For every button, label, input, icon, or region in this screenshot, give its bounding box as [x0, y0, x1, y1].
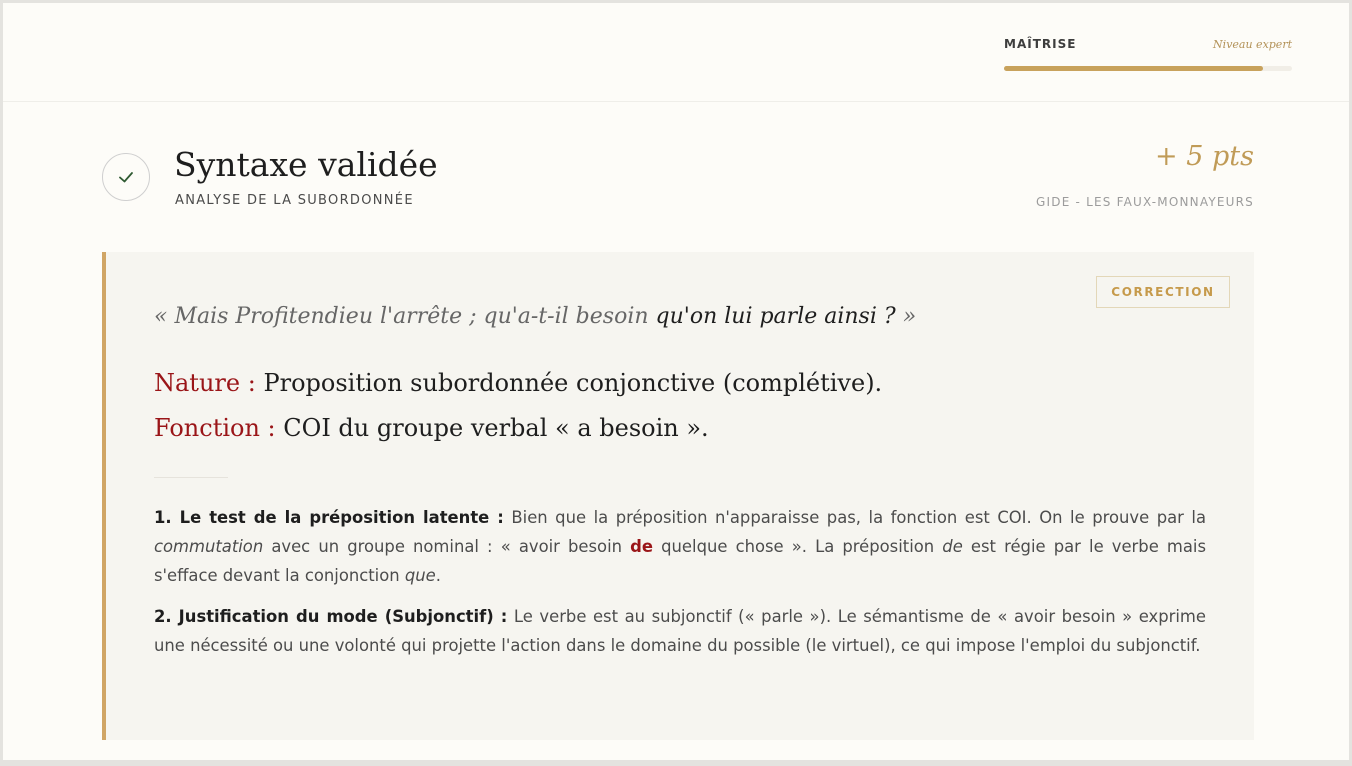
point-2-title: 2. Justification du mode (Subjonctif) :: [154, 607, 508, 626]
point-1-text-end: .: [435, 566, 441, 585]
fonction-text: COI du groupe verbal « a besoin ».: [283, 414, 709, 442]
explanation-point-2: [154, 602, 1206, 660]
success-badge: [102, 153, 150, 201]
result-title: Syntaxe validée: [174, 145, 438, 184]
quote-prefix: « Mais Profitendieu l'arrête ; qu'a-t-il besoin: [154, 304, 649, 329]
point-1-text-a: Bien que la préposition n'apparaisse pas, la fonction est COI. On le prouve par la: [511, 508, 1206, 527]
mastery-progress-bar: [1004, 66, 1292, 71]
explanation-point-1: [154, 503, 1206, 590]
point-1-title: 1. Le test de la préposition latente :: [154, 508, 504, 527]
mastery-level: Niveau expert: [1213, 38, 1292, 51]
nature-text: Proposition subordonnée conjonctive (complétive).: [263, 369, 883, 397]
nature-line: [154, 369, 882, 397]
point-1-conjunction: que: [404, 566, 436, 585]
top-bar: [3, 3, 1349, 102]
fonction-line: [154, 414, 709, 442]
text-source: GIDE - LES FAUX-MONNAYEURS: [1036, 195, 1254, 209]
mastery-label: MAÎTRISE: [1004, 37, 1077, 51]
correction-badge: CORRECTION: [1096, 276, 1230, 308]
nature-label: Nature :: [154, 369, 256, 397]
point-1-preposition-italic: de: [942, 537, 963, 556]
fonction-label: Fonction :: [154, 414, 276, 442]
correction-card: [102, 252, 1254, 740]
point-1-text-g: est régie par le verbe mais s'efface devant la conjonction: [154, 537, 1207, 585]
points-earned: + 5 pts: [1155, 141, 1254, 172]
check-icon: [117, 169, 135, 185]
point-1-text-e: quelque chose ». La préposition: [661, 537, 935, 556]
point-2-text: Le verbe est au subjonctif (« parle »). Le sémantisme de « avoir besoin » exprime une nécessité ou une volonté qui projette l'action dans le domaine du possible (le virtuel), ce qui impose l'emploi du subjonctif.: [154, 607, 1206, 655]
quoted-sentence: [154, 304, 916, 329]
point-1-preposition: de: [630, 537, 654, 556]
result-subtitle: ANALYSE DE LA SUBORDONNÉE: [175, 193, 414, 208]
quote-highlight: qu'on lui parle ainsi ?: [655, 304, 896, 329]
quote-suffix: »: [902, 304, 917, 329]
point-1-commutation: commutation: [154, 537, 264, 556]
divider: [154, 477, 228, 478]
mastery-progress-fill: [1004, 66, 1263, 71]
point-1-text-c: avec un groupe nominal : « avoir besoin: [271, 537, 623, 556]
app-window: [3, 3, 1349, 760]
